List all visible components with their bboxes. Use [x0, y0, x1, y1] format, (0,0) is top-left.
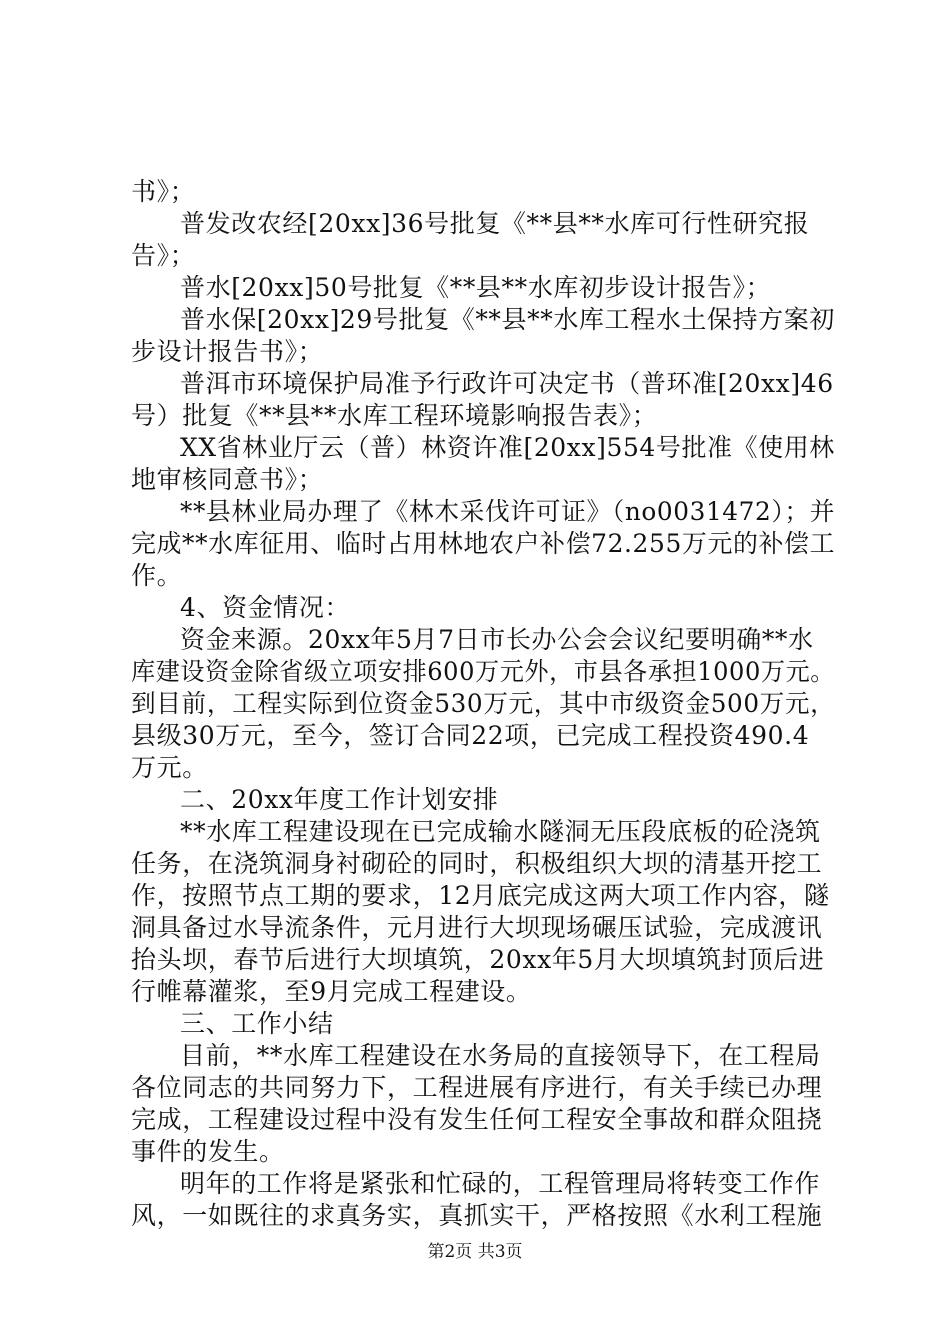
section-heading: 二、20xx年度工作计划安排 — [180, 785, 499, 814]
text-line: 号）批复《**县**水库工程环境影响报告表》； — [131, 401, 658, 430]
text-line: 地审核同意书》； — [131, 465, 324, 494]
text-line: 抬头坝，春节后进行大坝填筑，20xx年5月大坝填筑封顶后进 — [131, 945, 825, 974]
text-line: 行帷幕灌浆，至9月完成工程建设。 — [131, 977, 532, 1006]
text-line: 目前，**水库工程建设在水务局的直接领导下，在工程局 — [180, 1041, 821, 1070]
section-heading: 三、工作小结 — [180, 1009, 334, 1038]
text-line: 告》； — [131, 241, 196, 270]
text-line: 普洱市环境保护局准予行政许可决定书（普环准[20xx]46 — [180, 369, 834, 398]
text-line: 普发改农经[20xx]36号批复《**县**水库可行性研究报 — [180, 209, 810, 238]
text-line: 万元。 — [131, 753, 208, 782]
text-line: 资金来源。20xx年5月7日市长办公会会议纪要明确**水 — [180, 625, 814, 654]
text-line: 完成**水库征用、临时占用林地农户补偿72.255万元的补偿工 — [131, 529, 836, 558]
text-line: 普水[20xx]50号批复《**县**水库初步设计报告》； — [180, 273, 772, 302]
text-line: 明年的工作将是紧张和忙碌的，工程管理局将转变工作作 — [180, 1169, 821, 1198]
text-line: 县级30万元，至今，签订合同22项，已完成工程投资490.4 — [131, 721, 810, 750]
section-heading: 4、资金情况： — [180, 593, 351, 622]
text-line: 作。 — [131, 561, 183, 590]
text-line: 到目前，工程实际到位资金530万元，其中市级资金500万元， — [131, 689, 836, 718]
text-line: 各位同志的共同努力下，工程进展有序进行，有关手续已办理 — [131, 1073, 823, 1102]
text-line: 普水保[20xx]29号批复《**县**水库工程水土保持方案初 — [180, 305, 835, 334]
text-line: 风，一如既往的求真务实，真抓实干，严格按照《水利工程施 — [131, 1201, 823, 1230]
text-line: 步设计报告书》； — [131, 337, 324, 366]
text-line: 事件的发生。 — [131, 1137, 285, 1166]
text-line: 库建设资金除省级立项安排600万元外，市县各承担1000万元。 — [131, 657, 835, 686]
text-line: 作，按照节点工期的要求，12月底完成这两大项工作内容，隧 — [131, 881, 830, 910]
text-line: 任务，在浇筑洞身衬砌砼的同时，积极组织大坝的清基开挖工 — [131, 849, 823, 878]
text-line: **水库工程建设现在已完成输水隧洞无压段底板的砼浇筑 — [180, 817, 821, 846]
page-number-footer: 第2页 共3页 — [427, 1242, 523, 1262]
text-line: 完成，工程建设过程中没有发生任何工程安全事故和群众阻挠 — [131, 1105, 823, 1134]
text-line: 洞具备过水导流条件，元月进行大坝现场碾压试验，完成渡讯 — [131, 913, 823, 942]
text-line: 书》； — [131, 177, 196, 206]
text-line: **县林业局办理了《林木采伐许可证》（no0031472）；并 — [180, 497, 836, 526]
text-line: XX省林业厅云（普）林资许准[20xx]554号批准《使用林 — [180, 433, 835, 462]
